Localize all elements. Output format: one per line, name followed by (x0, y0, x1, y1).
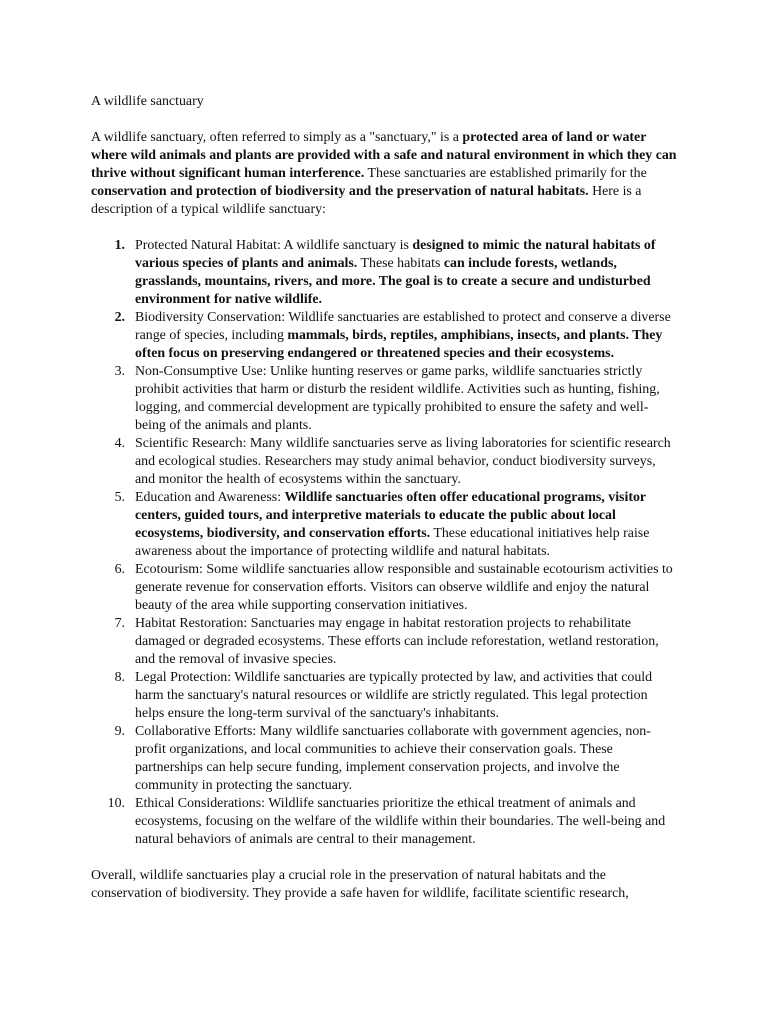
list-item (91, 669, 677, 723)
list-item-number: 10. (107, 796, 125, 811)
bold-text: Wildlife sanctuaries often offer educational programs, visitor centers, guided tours, and interpretive materials to educate the public about local ecosystems, biodiversity, and conservation efforts. (135, 490, 646, 541)
text-run: Here is a description of a typical wildlife sanctuary: (91, 184, 642, 217)
text-run: A wildlife sanctuary, often referred to simply as a "sanctuary," is a (91, 130, 463, 145)
list-item (91, 363, 677, 435)
text-run: Legal Protection: Wildlife sanctuaries are typically protected by law, and activities that could harm the sanctuary's natural resources or wildlife are strictly regulated. This legal protection helps ensure the long-term survival of the sanctuary's inhabitants. (135, 670, 653, 721)
text-run: Education and Awareness: (135, 490, 285, 505)
list-item (91, 237, 677, 309)
text-run: Collaborative Efforts: Many wildlife sanctuaries collaborate with government agencies, non-profit organizations, and local communities to achieve their conservation goals. These partnerships can help secure funding, implement conservation projects, and involve the community in protecting the sanctuary. (135, 724, 651, 793)
list-item-text (135, 670, 652, 721)
bold-text: designed to mimic the natural habitats of various species of plants and animals. (135, 238, 656, 271)
list-item-number: 4. (114, 436, 125, 451)
bold-text: conservation and protection of biodiversity and the preservation of natural habitats. (91, 184, 589, 199)
list-item-number: 6. (114, 562, 125, 577)
closing-paragraph: Overall, wildlife sanctuaries play a crucial role in the preservation of natural habitats and the conservation of biodiversity. They provide a safe haven for wildlife, facilitate scientific research, (91, 868, 629, 901)
text-run: Ethical Considerations: Wildlife sanctuaries prioritize the ethical treatment of animals and ecosystems, focusing on the welfare of the wildlife within their boundaries. The well-being and natural behaviors of animals are central to their management. (135, 796, 666, 847)
document-title: A wildlife sanctuary (91, 94, 204, 109)
list-item-number: 7. (114, 616, 125, 631)
list-item-text (135, 436, 671, 487)
list-item (91, 489, 677, 561)
text-run: Scientific Research: Many wildlife sanctuaries serve as living laboratories for scientific research and ecological studies. Researchers may study animal behavior, conduct biodiversity surveys, and monitor the health of ecosystems within the sanctuary. (135, 436, 671, 487)
list-item-text (135, 562, 673, 613)
list-item (91, 561, 677, 615)
list-item-text (135, 796, 665, 847)
bold-text: protected area of land or water where wild animals and plants are provided with a safe and natural environment in which they can thrive without significant human interference. (91, 130, 677, 181)
list-item-text (135, 238, 655, 307)
feature-list (91, 237, 677, 849)
text-run: Ecotourism: Some wildlife sanctuaries allow responsible and sustainable ecotourism activities to generate revenue for conservation efforts. Visitors can observe wildlife and enjoy the natural beauty of the area while supporting conservation initiatives. (135, 562, 673, 613)
list-item-number: 5. (114, 490, 125, 505)
text-run: Habitat Restoration: Sanctuaries may engage in habitat restoration projects to rehabilitate damaged or degraded ecosystems. These efforts can include reforestation, wetland restoration, and the removal of invasive species. (135, 616, 659, 667)
list-item-text (135, 616, 659, 667)
document-page (91, 93, 677, 903)
text-run: These educational initiatives help raise awareness about the importance of protecting wildlife and natural habitats. (135, 526, 650, 559)
intro-paragraph (91, 129, 677, 219)
list-item (91, 795, 677, 849)
list-item (91, 615, 677, 669)
list-item-number: 3. (114, 364, 125, 379)
list-item-text (135, 724, 651, 793)
list-item-number: 2. (114, 310, 125, 325)
list-item (91, 723, 677, 795)
list-item (91, 435, 677, 489)
bold-text: can include forests, wetlands, grasslands, mountains, rivers, and more. The goal is to create a secure and undisturbed environment for native wildlife. (135, 256, 651, 307)
bold-text: mammals, birds, reptiles, amphibians, insects, and plants. They often focus on preserving endangered or threatened species and their ecosystems. (135, 328, 663, 361)
list-item (91, 309, 677, 363)
list-item-number: 8. (114, 670, 125, 685)
text-run: Biodiversity Conservation: Wildlife sanctuaries are established to protect and conserve a diverse range of species, including (135, 310, 671, 343)
list-item-text (135, 490, 649, 559)
text-run: Non-Consumptive Use: Unlike hunting reserves or game parks, wildlife sanctuaries strictly prohibit activities that harm or disturb the resident wildlife. Activities such as hunting, fishing, logging, and commercial development are typically prohibited to ensure the safety and well-being of the animals and plants. (135, 364, 660, 433)
list-item-number: 9. (114, 724, 125, 739)
list-item-number: 1. (114, 238, 125, 253)
text-run: These habitats (357, 256, 444, 271)
list-item-text (135, 364, 660, 433)
text-run: These sanctuaries are established primarily for the (364, 166, 647, 181)
text-run: Protected Natural Habitat: A wildlife sanctuary is (135, 238, 413, 253)
list-item-text (135, 310, 671, 361)
